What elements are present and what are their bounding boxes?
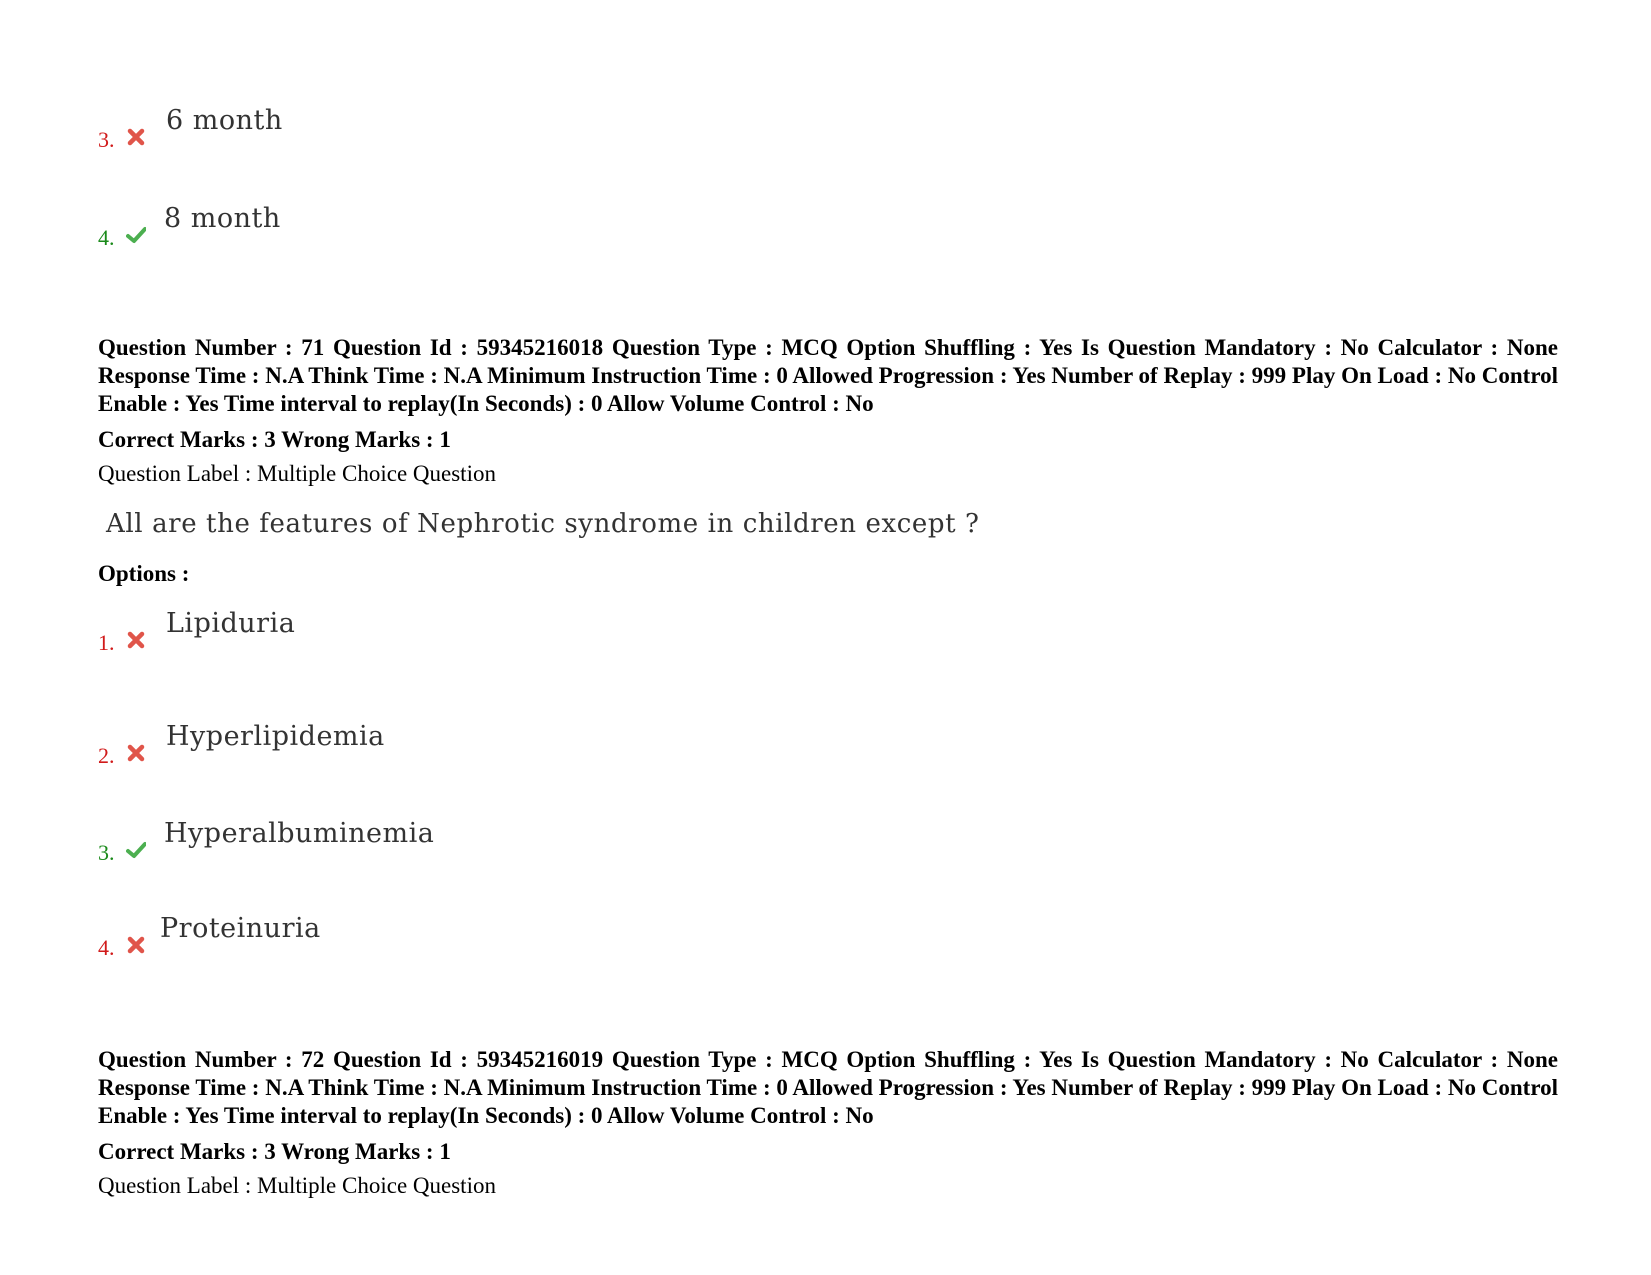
question-label: Question Label : Multiple Choice Question	[98, 461, 496, 486]
option-number: 4.	[98, 225, 115, 250]
option-number: 3.	[98, 127, 115, 152]
cross-icon	[126, 630, 146, 650]
option-item	[98, 105, 698, 165]
options-heading: Options :	[98, 561, 190, 586]
option-item	[98, 818, 698, 878]
option-item	[98, 721, 698, 781]
option-item	[98, 913, 698, 973]
marks-info: Correct Marks : 3 Wrong Marks : 1	[98, 427, 451, 452]
option-text: 6 month	[166, 105, 283, 136]
cross-icon	[126, 743, 146, 763]
option-text: Hyperlipidemia	[166, 721, 385, 752]
option-number: 1.	[98, 630, 115, 655]
cross-icon	[126, 935, 146, 955]
question-meta: Question Number : 72 Question Id : 59345216019 Question Type : MCQ Option Shuffling : Yes Is Question Mandatory : No Calculator : None Response Time : N.A Think Time : N.A Minimum Instruction Time : 0 Allowed Progression : Yes Number of Replay : 999 Play On Load : No Control Enable : Yes Time interval to replay(In Seconds) : 0 Allow Volume Control : No	[98, 1047, 1558, 1128]
option-number: 3.	[98, 840, 115, 865]
option-text: 8 month	[164, 203, 281, 234]
option-number: 2.	[98, 743, 115, 768]
marks-info: Correct Marks : 3 Wrong Marks : 1	[98, 1139, 451, 1164]
option-item	[98, 203, 698, 263]
option-item	[98, 608, 698, 668]
check-icon	[126, 840, 146, 860]
question-text: All are the features of Nephrotic syndrome in children except ?	[106, 509, 980, 539]
option-text: Lipiduria	[166, 608, 296, 639]
option-number: 4.	[98, 935, 115, 960]
check-icon	[126, 225, 146, 245]
question-label: Question Label : Multiple Choice Question	[98, 1173, 496, 1198]
option-text: Hyperalbuminemia	[164, 818, 435, 849]
option-text: Proteinuria	[160, 913, 321, 944]
cross-icon	[126, 127, 146, 147]
question-meta: Question Number : 71 Question Id : 59345216018 Question Type : MCQ Option Shuffling : Yes Is Question Mandatory : No Calculator : None Response Time : N.A Think Time : N.A Minimum Instruction Time : 0 Allowed Progression : Yes Number of Replay : 999 Play On Load : No Control Enable : Yes Time interval to replay(In Seconds) : 0 Allow Volume Control : No	[98, 335, 1558, 416]
